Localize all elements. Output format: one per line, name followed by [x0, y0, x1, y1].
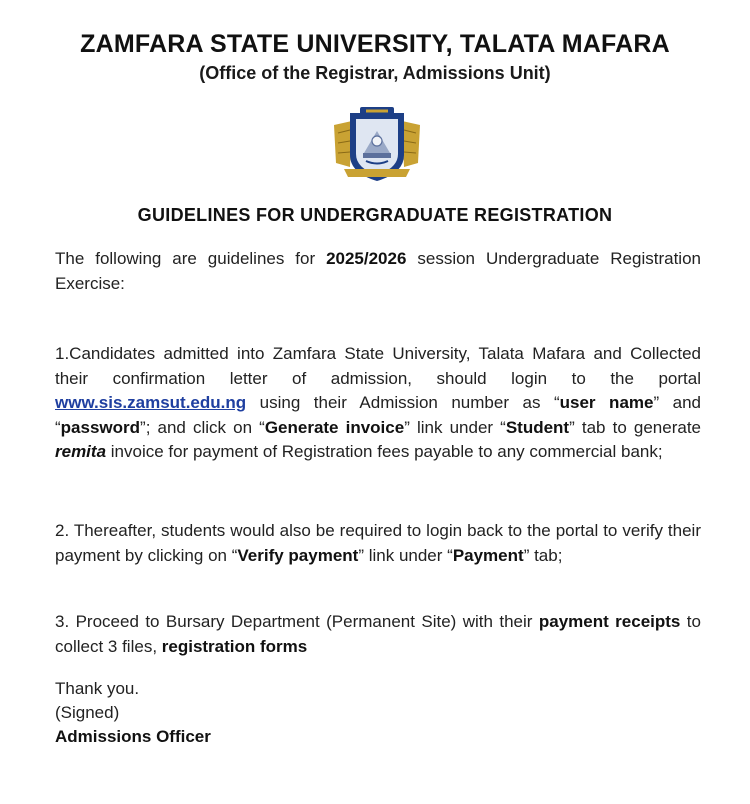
thank-you-text: Thank you. [55, 679, 140, 698]
signatory-title: Admissions Officer [55, 727, 211, 746]
document-heading: GUIDELINES FOR UNDERGRADUATE REGISTRATION [137, 205, 613, 225]
university-crest-icon [330, 103, 424, 185]
university-name: ZAMFARA STATE UNIVERSITY, TALATA MAFARA [80, 30, 670, 58]
signoff-block [55, 677, 211, 749]
office-subtitle: (Office of the Registrar, Admissions Unit) [199, 63, 551, 83]
portal-link[interactable]: www.sis.zamsut.edu.ng [55, 393, 247, 412]
guideline-item-1: 1.Candidates admitted into Zamfara State University, Talata Mafara and Collected their confirmation letter of admission, should login to the portal www.sis.zamsut.edu.ng using their Admission number as “user name” and “password”; and click on “Generate invoice” link under “Student” tab to generate remita invoice for payment of Registration fees payable to any commercial bank; [55, 344, 701, 461]
signed-text: (Signed) [55, 703, 120, 722]
guideline-item-2: 2. Thereafter, students would also be required to login back to the portal to verify their payment by clicking on “Verify payment” link under “Payment” tab; [55, 521, 701, 565]
intro-paragraph: The following are guidelines for 2025/2026 session Undergraduate Registration Exercise: [55, 249, 701, 293]
guideline-item-3: 3. Proceed to Bursary Department (Permanent Site) with their payment receipts to collect 3 files, registration forms [55, 612, 701, 656]
session-text: 2025/2026 [326, 249, 407, 268]
